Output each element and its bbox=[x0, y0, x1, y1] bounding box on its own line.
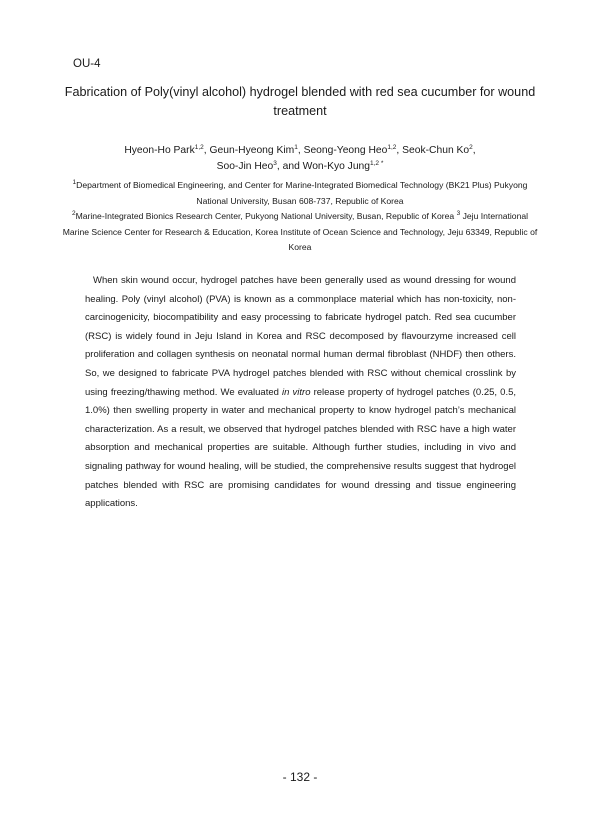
affiliation-text: Department of Biomedical Engineering, and Center for Marine-Integrated Biomedical Technology (BK21 Plus) Pukyong National University, Busan 608-737, Republic of Korea bbox=[76, 180, 528, 206]
author-separator: , bbox=[203, 145, 210, 156]
author-name: Hyeon-Ho Park bbox=[124, 145, 195, 156]
author-affiliation-mark: 1,2 bbox=[194, 144, 204, 151]
affiliation-mark: 1 bbox=[72, 179, 77, 186]
affiliation-text: Jeju International Marine Science Center for Research & Education, Korea Institute of Ocean Science and Technology, Jeju 63349, Republic of Korea bbox=[62, 211, 538, 252]
author-name: Seok-Chun Ko bbox=[402, 145, 470, 156]
author-name: Geun-Hyeong Kim bbox=[209, 145, 295, 156]
author-separator: , and bbox=[276, 161, 303, 172]
author-affiliation-mark: 1 bbox=[294, 144, 298, 151]
author-separator: , bbox=[472, 145, 476, 156]
abstract-text: When skin wound occur, hydrogel patches have been generally used as wound dressing for wound healing. Poly (vinyl alcohol) (PVA) is known as a commonplace material which has non-toxicity, non-carcinogenicity, biocompatibility and easy processing to fabricate hydrogel patch. Red sea cucumber (RSC) is widely found in Jeju Island in Korea and RSC decomposed by flavourzyme increased cell proliferation and collagen synthesis on neonatal normal human dermal fibroblast (NHDF) then others. So, we designed to fabricate PVA hydrogel patches blended with RSC without chemical crosslink by using freezing/thawing method. We evaluated bbox=[85, 275, 516, 398]
affiliations bbox=[60, 178, 540, 256]
affiliation-mark: 2 bbox=[71, 210, 76, 217]
section-code: OU-4 bbox=[73, 58, 101, 70]
author-name: Seong-Yeong Heo bbox=[303, 145, 388, 156]
author-affiliation-mark: 1,2 bbox=[387, 144, 397, 151]
affiliation-mark: 3 bbox=[456, 210, 461, 217]
abstract-text: release property of hydrogel patches (0.25, 0.5, 1.0%) then swelling property in water and mechanical property to know hydrogel patch’s mechanical characterization. As a result, we observed that hydrogel patches blended with RSC have a high water absorption and mechanical properties are suitable. Although further studies, including in vivo and signaling pathway for wound healing, will be studied, the comprehensive results suggest that hydrogel patches blended with RSC are promising candidates for wound dressing and tissue engineering applications. bbox=[85, 386, 517, 510]
author-affiliation-mark: 1,2 * bbox=[370, 160, 384, 167]
paper-title: Fabrication of Poly(vinyl alcohol) hydrogel blended with red sea cucumber for wound treatment bbox=[64, 85, 536, 118]
page-number: - 132 - bbox=[282, 770, 318, 784]
author-list bbox=[40, 143, 560, 175]
affiliation-text: Marine-Integrated Bionics Research Center, Pukyong National University, Busan, Republic of Korea bbox=[75, 211, 455, 221]
abstract-body bbox=[85, 272, 516, 514]
author-affiliation-mark: 2 bbox=[469, 144, 473, 151]
affiliation bbox=[60, 178, 540, 209]
abstract-italic-term: in vitro bbox=[282, 386, 311, 398]
author-separator: , bbox=[396, 145, 403, 156]
author-name: Soo-Jin Heo bbox=[216, 161, 274, 172]
affiliation bbox=[60, 209, 540, 256]
author-affiliation-mark: 3 bbox=[273, 160, 277, 167]
author-separator: , bbox=[297, 145, 304, 156]
author-name: Won-Kyo Jung bbox=[302, 161, 371, 172]
